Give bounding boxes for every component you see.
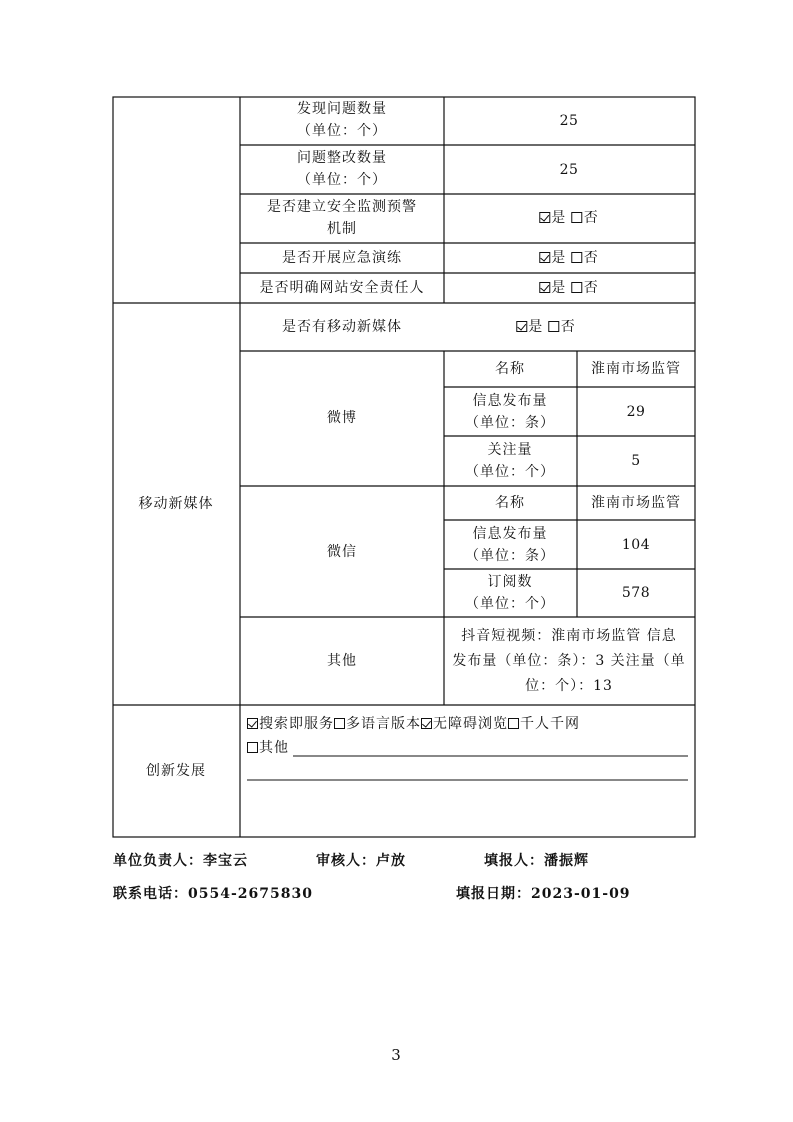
fixed-issues-unit: （单位：个） (297, 172, 387, 188)
innovation-options (247, 713, 580, 735)
option-multilingual: 多语言版本 (346, 716, 421, 732)
wechat-posts-value: 104 (621, 537, 651, 553)
wechat-posts-unit: （单位：条） (465, 548, 555, 564)
monitor-choice (539, 207, 598, 229)
no-label: 否 (583, 210, 599, 226)
checkbox-empty-icon[interactable] (572, 282, 583, 293)
no-label: 否 (583, 250, 599, 266)
page-number: 3 (391, 1046, 401, 1064)
filler-signature (484, 850, 589, 870)
checkbox-empty-icon[interactable] (508, 718, 519, 729)
phone-label: 联系电话： (113, 886, 188, 902)
weibo-follow-unit: （单位：个） (465, 464, 555, 480)
head-signature (113, 850, 248, 870)
innovation-other (247, 737, 289, 759)
weibo-name-label: 名称 (495, 361, 525, 377)
found-issues-unit: （单位：个） (297, 123, 387, 139)
wechat-name-label: 名称 (495, 495, 525, 511)
no-label: 否 (560, 319, 576, 335)
fixed-issues-value: 25 (559, 162, 579, 178)
other-line-3: 位：个）：13 (525, 678, 613, 694)
weibo-posts-label: 信息发布量 (472, 393, 548, 409)
date-line (456, 883, 631, 903)
option-other: 其他 (259, 740, 289, 756)
found-issues-label: 发现问题数量 (297, 101, 387, 117)
checkbox-empty-icon[interactable] (549, 321, 560, 332)
weibo-label: 微博 (327, 410, 357, 426)
no-label: 否 (583, 280, 599, 296)
drill-label: 是否开展应急演练 (282, 250, 402, 266)
checkbox-checked-icon[interactable] (516, 321, 527, 332)
checkbox-empty-icon[interactable] (572, 212, 583, 223)
wechat-subs-label: 订阅数 (487, 574, 533, 590)
weibo-posts-value: 29 (626, 404, 646, 420)
head-value: 李宝云 (203, 853, 248, 869)
owner-choice (539, 277, 598, 299)
phone-line (113, 883, 313, 903)
reviewer-value: 卢放 (376, 853, 406, 869)
weibo-follow-value: 5 (631, 453, 641, 469)
option-search-service: 搜索即服务 (259, 716, 334, 732)
checkbox-checked-icon[interactable] (539, 252, 550, 263)
weibo-name-value: 淮南市场监管 (591, 361, 681, 377)
weibo-posts-unit: （单位：条） (465, 415, 555, 431)
found-issues-value: 25 (559, 113, 579, 129)
checkbox-empty-icon[interactable] (247, 742, 258, 753)
media-section-label: 移动新媒体 (138, 496, 214, 512)
filler-label: 填报人： (484, 853, 544, 869)
reviewer-label: 审核人： (316, 853, 376, 869)
reviewer-signature (316, 850, 406, 870)
has-media-choice (516, 316, 575, 338)
fixed-issues-label: 问题整改数量 (297, 150, 387, 166)
wechat-label: 微信 (327, 544, 357, 560)
checkbox-checked-icon[interactable] (539, 282, 550, 293)
option-personalized: 千人千网 (520, 716, 580, 732)
wechat-name-value: 淮南市场监管 (591, 495, 681, 511)
weibo-follow-label: 关注量 (487, 442, 533, 458)
wechat-subs-unit: （单位：个） (465, 596, 555, 612)
yes-label: 是 (551, 210, 567, 226)
innovation-section-label: 创新发展 (146, 763, 206, 779)
date-value: 2023-01-09 (531, 886, 631, 902)
monitor-label: 是否建立安全监测预警 (267, 199, 417, 215)
monitor-label-2: 机制 (327, 221, 357, 237)
yes-label: 是 (551, 280, 567, 296)
drill-choice (539, 247, 598, 269)
phone-value: 0554-2675830 (188, 886, 313, 902)
wechat-subs-value: 578 (621, 585, 651, 601)
has-media-label: 是否有移动新媒体 (282, 319, 402, 335)
filler-value: 潘振辉 (544, 853, 589, 869)
other-label: 其他 (327, 653, 357, 669)
other-line-1: 抖音短视频：淮南市场监管 信息 (461, 628, 677, 644)
option-accessibility: 无障碍浏览 (433, 716, 508, 732)
checkbox-empty-icon[interactable] (572, 252, 583, 263)
other-line-2: 发布量（单位：条）：3 关注量（单 (452, 653, 686, 669)
wechat-posts-label: 信息发布量 (472, 526, 548, 542)
checkbox-empty-icon[interactable] (334, 718, 345, 729)
yes-label: 是 (551, 250, 567, 266)
checkbox-checked-icon[interactable] (539, 212, 550, 223)
checkbox-checked-icon[interactable] (247, 718, 258, 729)
owner-label: 是否明确网站安全责任人 (259, 280, 425, 296)
yes-label: 是 (528, 319, 544, 335)
head-label: 单位负责人： (113, 853, 203, 869)
checkbox-checked-icon[interactable] (421, 718, 432, 729)
date-label: 填报日期： (456, 886, 531, 902)
